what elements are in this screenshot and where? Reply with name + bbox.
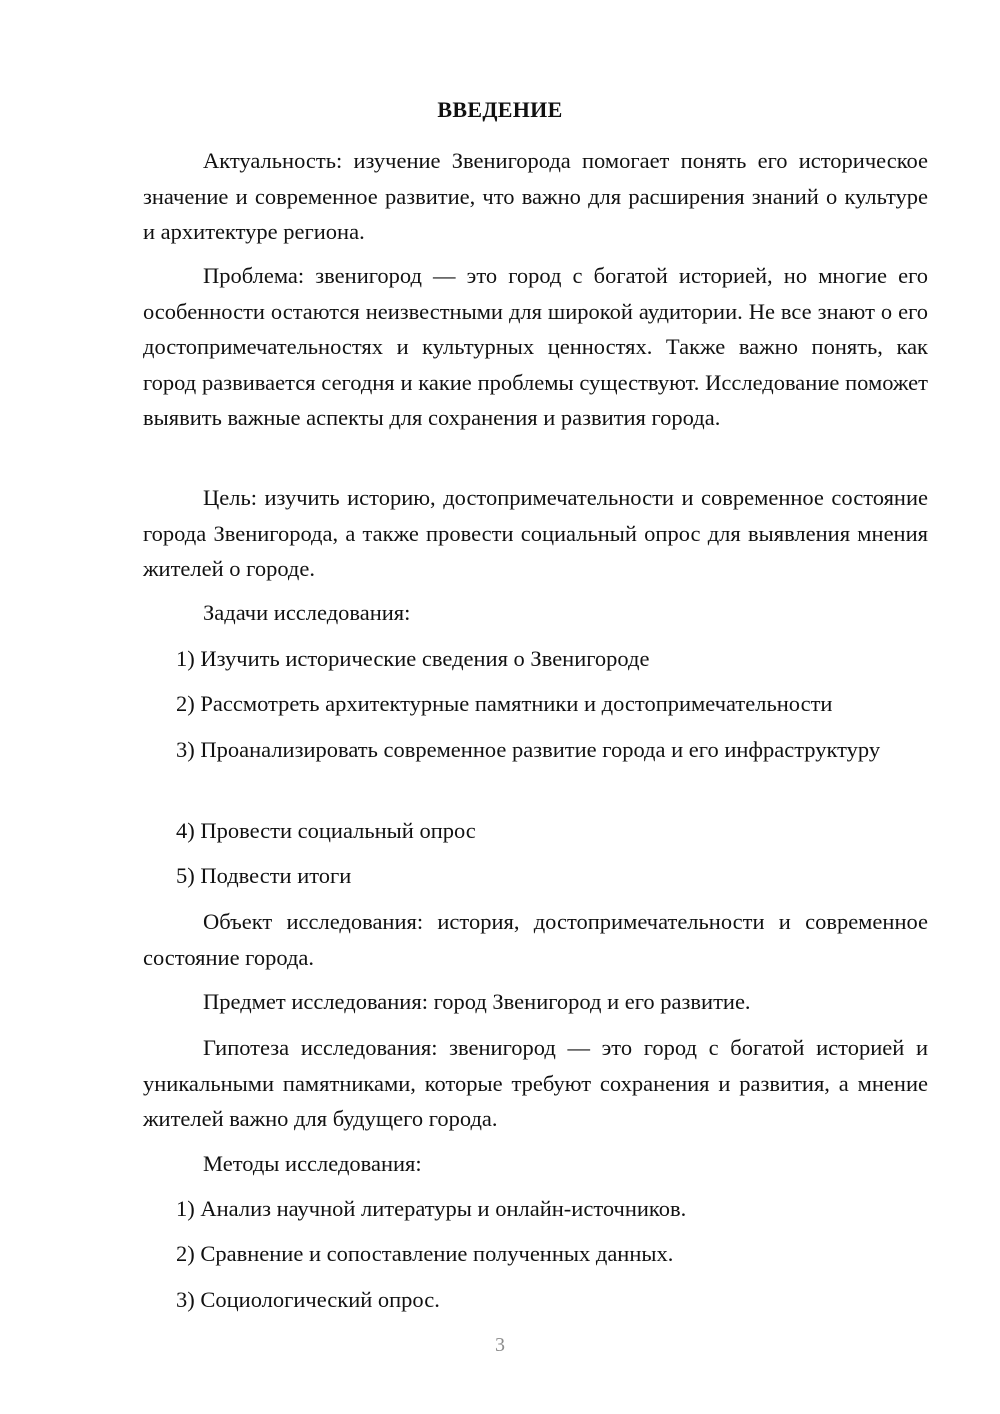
- task-item: 4) Провести социальный опрос: [176, 818, 476, 843]
- hypothesis-paragraph: Гипотеза исследования: звенигород — это город с богатой историей и уникальными памятниками, которые требуют сохранения и развития, а мнение жителей важно для будущего города.: [143, 1035, 928, 1131]
- task-item: 3) Проанализировать современное развитие города и его инфраструктуру: [176, 737, 881, 762]
- method-item: 1) Анализ научной литературы и онлайн-источников.: [176, 1196, 687, 1221]
- task-item: 1) Изучить исторические сведения о Звенигороде: [176, 646, 650, 671]
- object-paragraph: Объект исследования: история, достопримечательности и современное состояние города.: [143, 909, 928, 970]
- methods-heading: Методы исследования:: [203, 1151, 422, 1176]
- page-title: ВВЕДЕНИЕ: [437, 97, 563, 122]
- subject-paragraph: Предмет исследования: город Звенигород и его развитие.: [203, 989, 751, 1014]
- problem-paragraph: Проблема: звенигород — это город с богатой историей, но многие его особенности остаются неизвестными для широкой аудитории. Не все знают о его достопримечательностях и культурных ценностях. Также важно понять, как город развивается сегодня и какие проблемы существуют. Исследование поможет выявить важные аспекты для сохранения и развития города.: [143, 263, 928, 430]
- task-item: 5) Подвести итоги: [176, 863, 352, 888]
- method-item: 2) Сравнение и сопоставление полученных данных.: [176, 1241, 674, 1266]
- method-item: 3) Социологический опрос.: [176, 1287, 440, 1312]
- relevance-paragraph: Актуальность: изучение Звенигорода помогает понять его историческое значение и современное развитие, что важно для расширения знаний о культуре и архитектуре региона.: [143, 148, 928, 244]
- task-item: 2) Рассмотреть архитектурные памятники и достопримечательности: [176, 691, 833, 716]
- goal-paragraph: Цель: изучить историю, достопримечательности и современное состояние города Звенигорода, а также провести социальный опрос для выявления мнения жителей о городе.: [143, 485, 928, 581]
- page-number: 3: [495, 1334, 505, 1356]
- tasks-heading: Задачи исследования:: [203, 600, 411, 625]
